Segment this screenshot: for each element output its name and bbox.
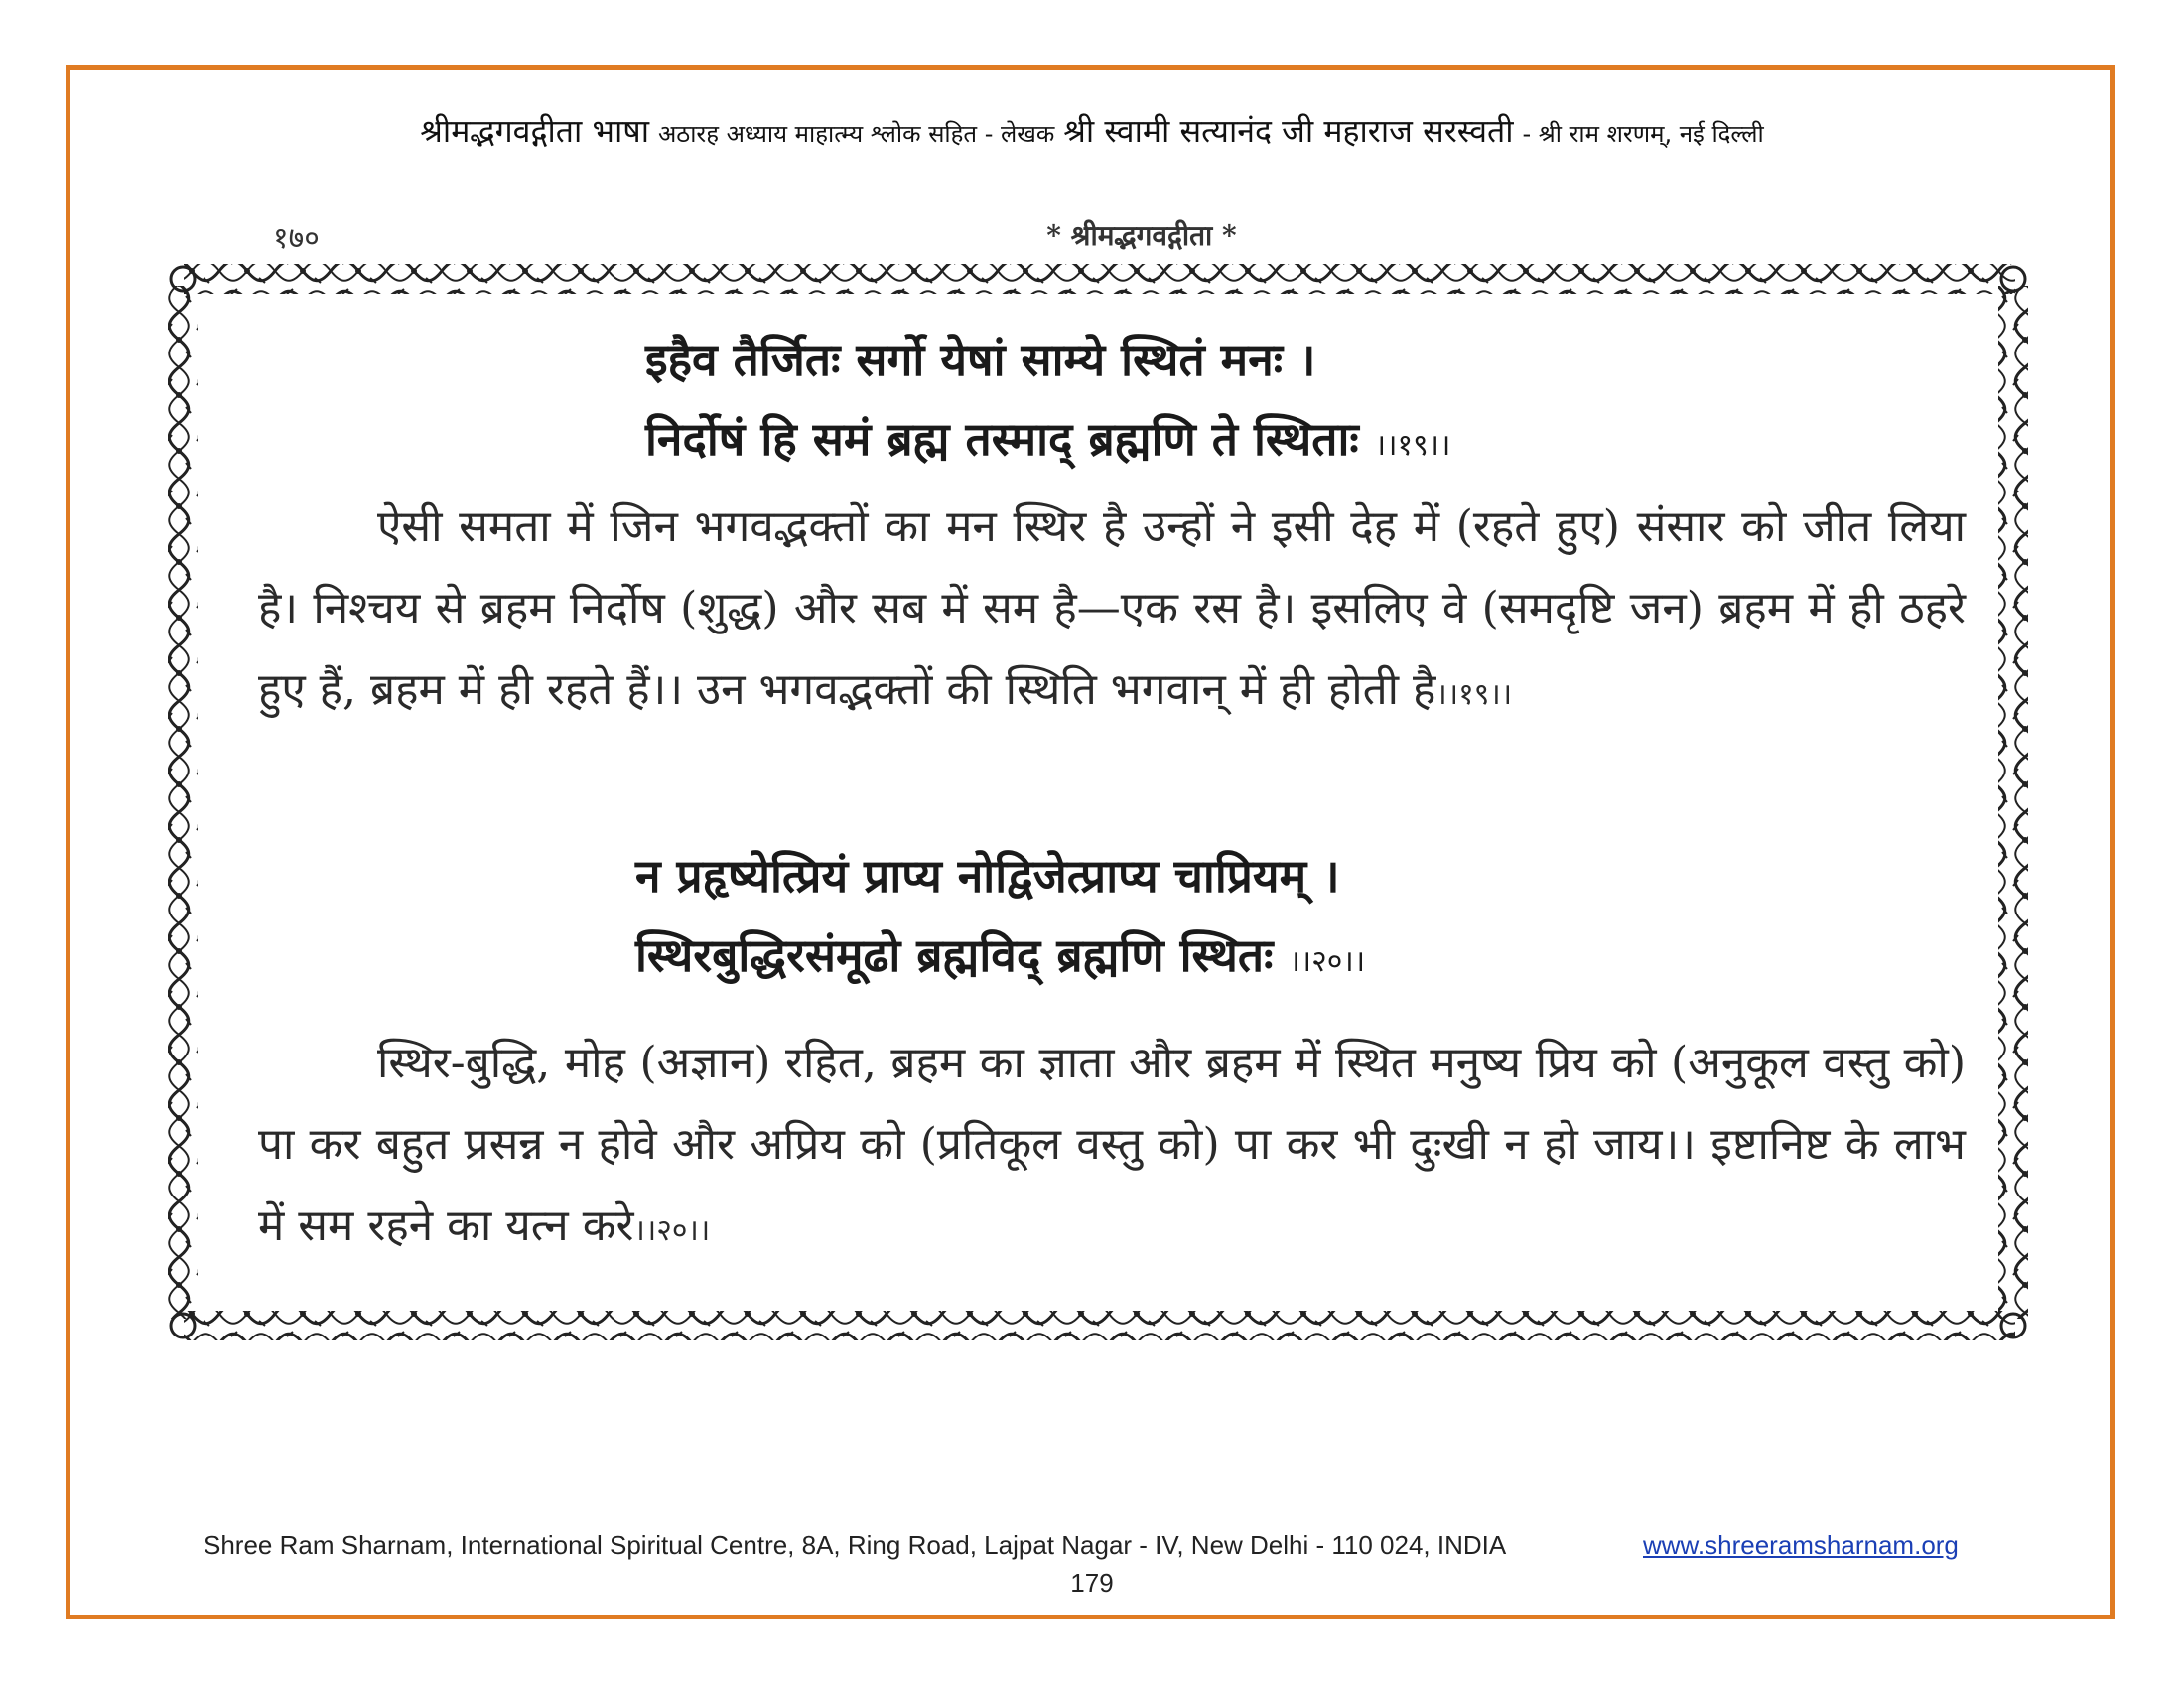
verse-19-line-2: [258, 399, 1966, 486]
footer-address: Shree Ram Sharnam, International Spiritual Centre, 8A, Ring Road, Lajpat Nagar - IV, New Delhi - 110 024, INDIA: [204, 1530, 1507, 1560]
header-author: श्री स्वामी सत्यानंद जी महाराज सरस्वती: [1063, 112, 1514, 150]
commentary-19-paragraph: [258, 487, 1966, 736]
scanned-page-number: १७०: [273, 221, 320, 256]
running-title: * श्रीमद्भगवद्गीता *: [1046, 219, 1237, 252]
header-title-subtitle: अठारह अध्याय माहात्म्य श्लोक सहित - लेखक: [657, 120, 1055, 148]
commentary-20-paragraph: [258, 1023, 1966, 1272]
border-top-vine: [184, 264, 2015, 294]
verse-20: [258, 836, 1966, 1002]
commentary-20-number: ।।२०।।: [633, 1213, 711, 1248]
border-bottom-vine: [184, 1311, 2015, 1340]
header-title-main: श्रीमद्भगवद्गीता भाषा: [420, 112, 650, 150]
footer-page-number: 179: [1070, 1568, 1114, 1598]
border-right-vine: [1998, 286, 2028, 1319]
verse-20-line-2-text: स्थिरबुद्धिरसंमूढो ब्रह्मविद् ब्रह्मणि स्थितः: [635, 928, 1274, 982]
header-publisher: - श्री राम शरणम्, नई दिल्ली: [1522, 120, 1764, 148]
commentary-20: [258, 1023, 1966, 1272]
verse-19-line-1: इहैव तैर्जितः सर्गो येषां साम्ये स्थितं मनः ।: [645, 333, 1316, 386]
commentary-19: [258, 487, 1966, 736]
verse-19-number: ।।१९।।: [1374, 428, 1451, 463]
footer-website-link[interactable]: www.shreeramsharnam.org: [1643, 1530, 1959, 1560]
commentary-20-text: स्थिर-बुद्धि, मोह (अज्ञान) रहित, ब्रहम का ज्ञाता और ब्रहम में स्थित मनुष्य प्रिय को (अनुकूल वस्तु को) पा कर बहुत प्रसन्न न होवे और अप्रिय को (प्रतिकूल वस्तु को) पा कर भी दुःखी न हो जाय।। इष्टानिष्ट के लाभ में सम रहने का यत्न करे: [258, 1038, 1966, 1251]
commentary-19-text: ऐसी समता में जिन भगवद्भक्तों का मन स्थिर है उन्हों ने इसी देह में (रहते हुए) संसार को जीत लिया है। निश्चय से ब्रहम निर्दोष (शुद्ध) और सब में सम है—एक रस है। इसलिए वे (समदृष्टि जन) ब्रहम में ही ठहरे हुए हैं, ब्रहम में ही रहते हैं।। उन भगवद्भक्तों की स्थिति भगवान् में ही होती है: [258, 501, 1966, 715]
verse-20-line-1: न प्रहृष्येत्प्रियं प्राप्य नोद्विजेत्प्राप्य चाप्रियम् ।: [635, 849, 1340, 903]
verse-19: [258, 320, 1966, 486]
verse-20-number: ।।२०।।: [1289, 944, 1366, 979]
document-header: [89, 109, 2095, 152]
verse-19-line-2-text: निर्दोषं हि समं ब्रह्म तस्माद् ब्रह्मणि ते स्थिताः: [645, 412, 1359, 466]
border-left-vine: [168, 286, 198, 1319]
commentary-19-number: ।।१९।।: [1435, 677, 1513, 712]
verse-20-line-2: [258, 915, 1966, 1002]
